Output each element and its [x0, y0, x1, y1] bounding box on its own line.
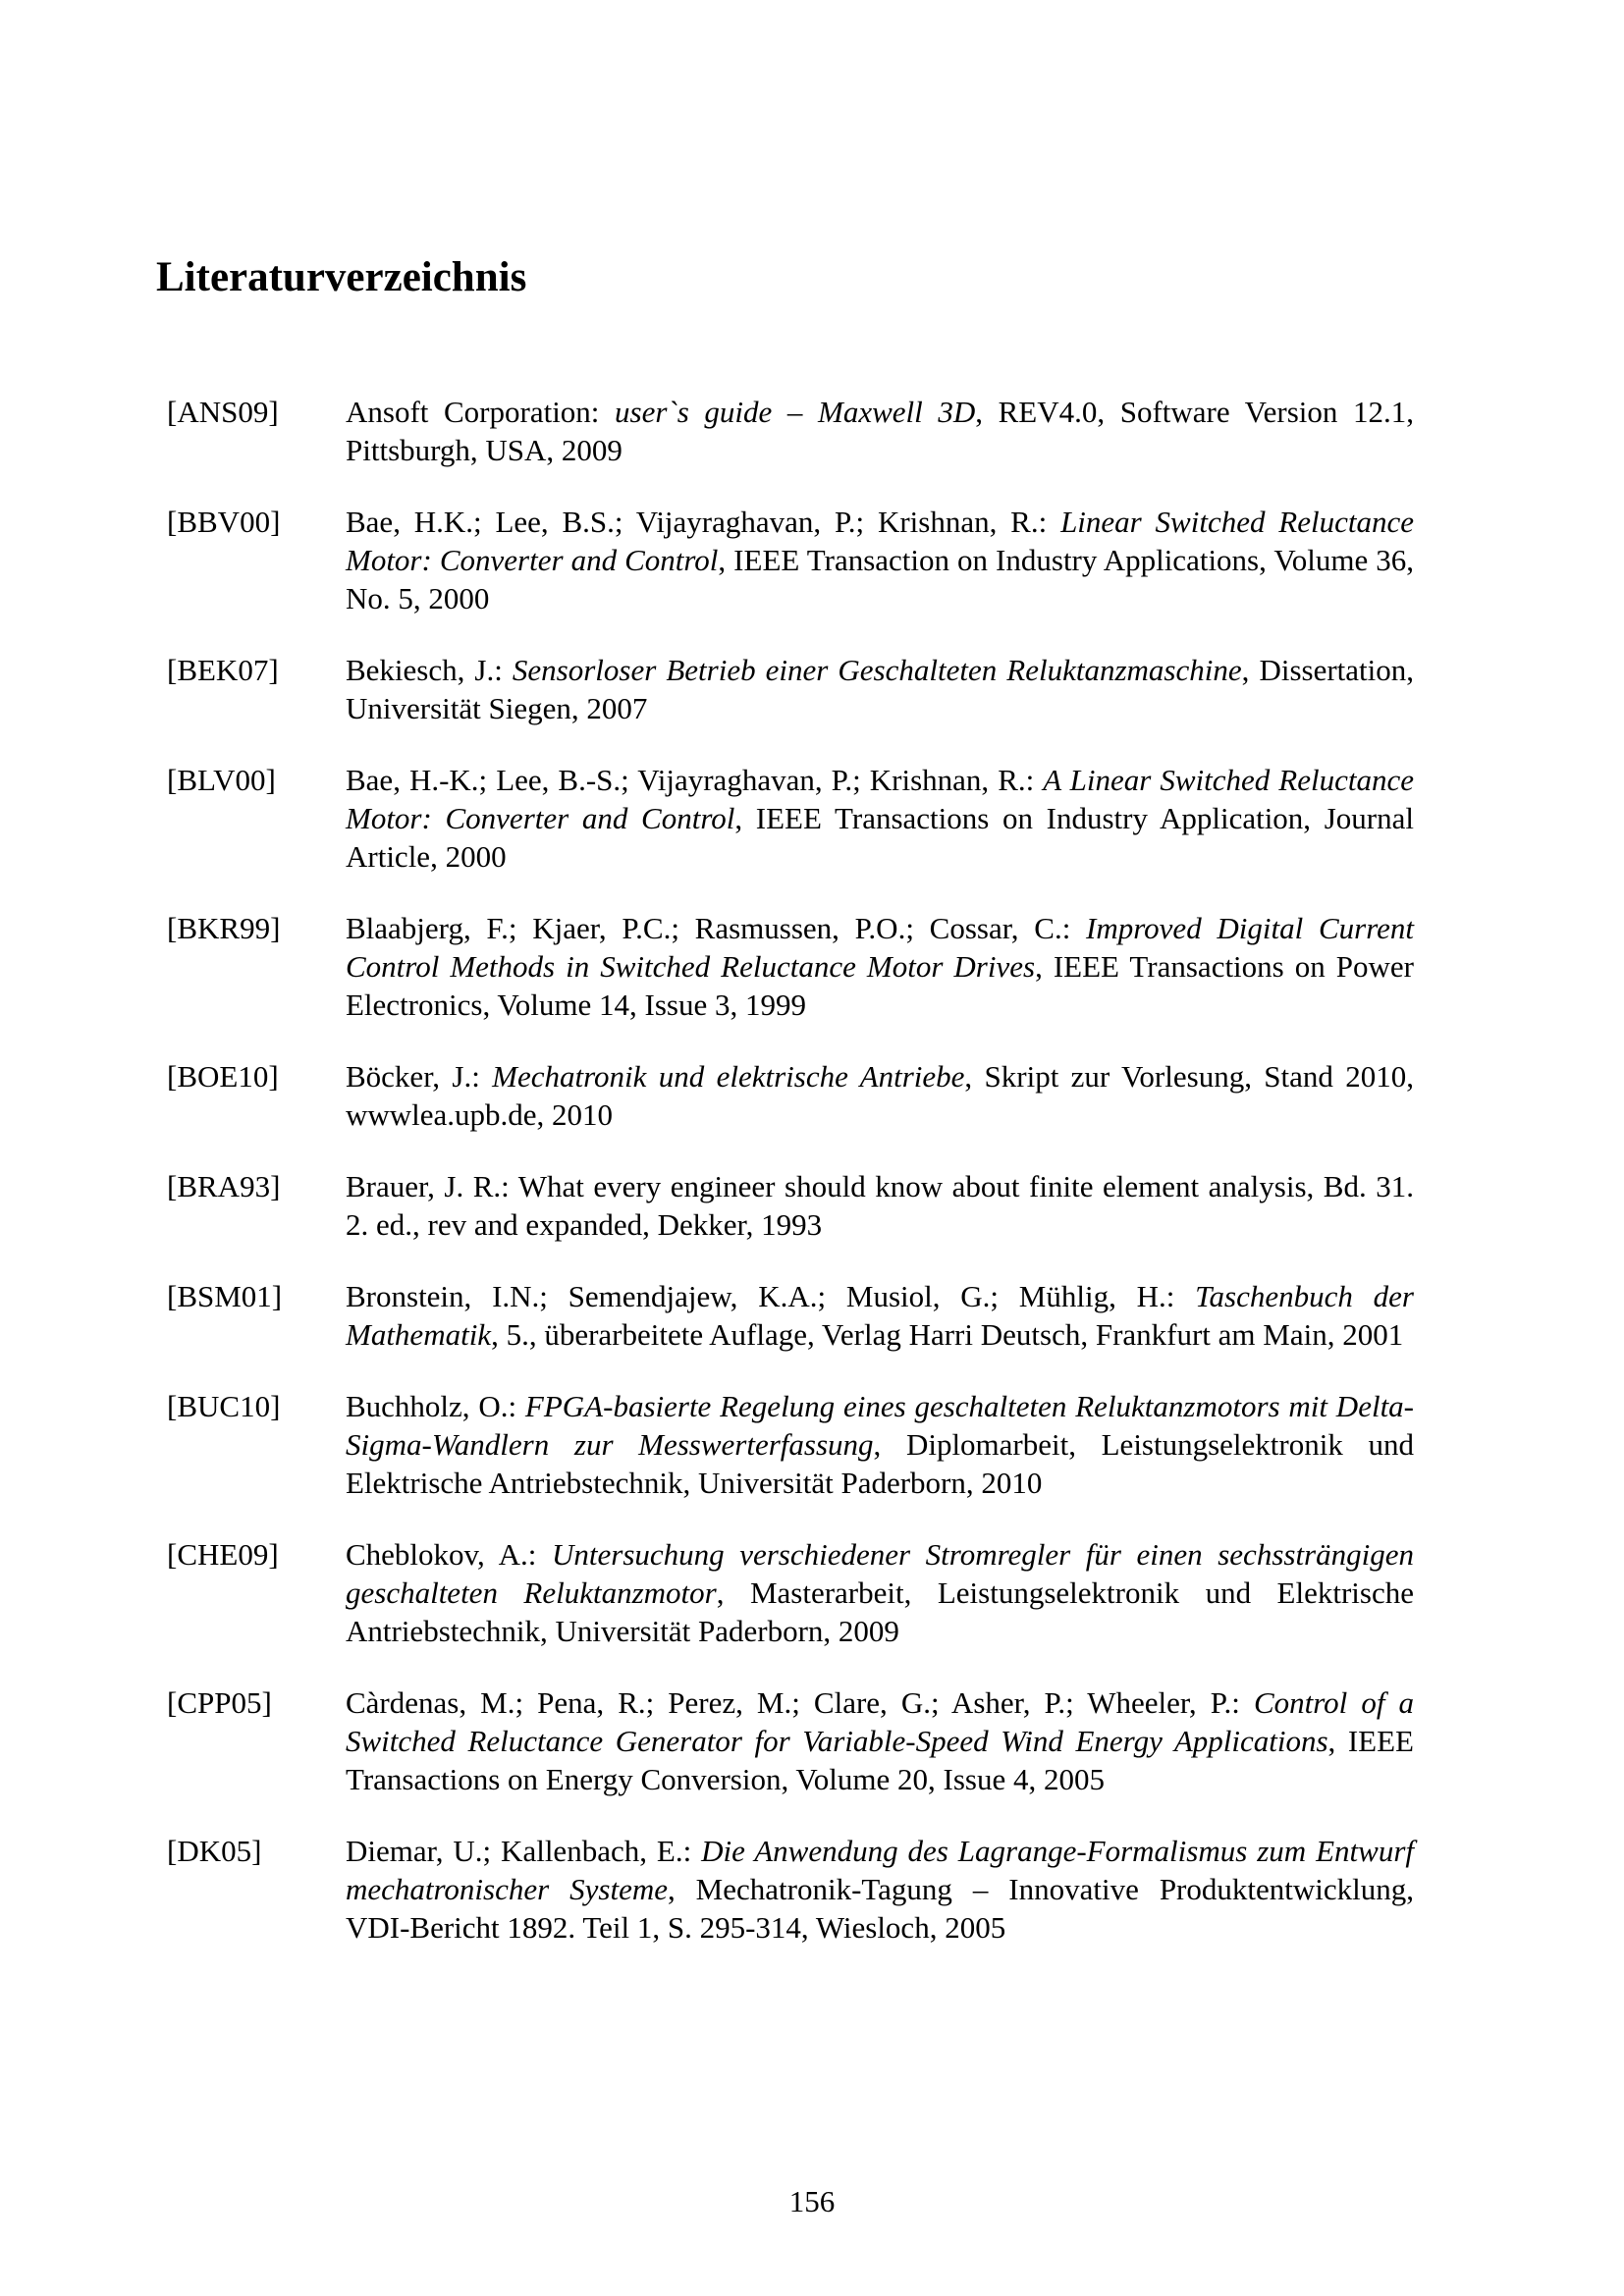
reference-entry: [167, 503, 1414, 617]
reference-segment: , Masterarbeit, Leistungselektronik und Elektrische Antriebstechnik, Universität Paderborn, 2009: [346, 1575, 1414, 1648]
reference-segment: , IEEE Transaction on Industry Applications, Volume 36, No. 5, 2000: [346, 543, 1414, 615]
reference-segment: Brauer, J. R.: What every engineer should know about finite element analysis, Bd. 31. 2. ed., rev and expanded, Dekker, 1993: [346, 1169, 1414, 1242]
reference-title: Improved Digital Current Control Methods in Switched Reluctance Motor Drives: [346, 911, 1415, 984]
reference-segment: , Mechatronik-Tagung – Innovative Produktentwicklung, VDI-Bericht 1892. Teil 1, S. 295-314, Wiesloch, 2005: [346, 1872, 1414, 1945]
reference-segment: , REV4.0, Software Version 12.1, Pittsburgh, USA, 2009: [346, 395, 1414, 467]
reference-key: [BLV00]: [167, 763, 276, 797]
reference-key: [BBV00]: [167, 505, 281, 539]
reference-text: [346, 761, 1414, 876]
reference-title: Taschenbuch der Mathematik: [346, 1279, 1414, 1352]
reference-segment: , Diplomarbeit, Leistungselektronik und Elektrische Antriebstechnik, Universität Paderborn, 2010: [346, 1427, 1414, 1500]
reference-entry: [167, 1683, 1414, 1798]
reference-key: [BRA93]: [167, 1169, 281, 1203]
reference-entry: [167, 1057, 1414, 1134]
page-title: Literaturverzeichnis: [156, 254, 527, 300]
reference-key: [BOE10]: [167, 1059, 279, 1094]
reference-title: A Linear Switched Reluctance Motor: Converter and Control: [346, 763, 1414, 835]
reference-segment: Diemar, U.; Kallenbach, E.:: [346, 1834, 702, 1868]
reference-list: [167, 393, 1414, 1980]
reference-title: user`s guide – Maxwell 3D: [615, 395, 976, 429]
reference-entry: [167, 1277, 1414, 1354]
reference-entry: [167, 761, 1414, 876]
reference-segment: , IEEE Transactions on Industry Application, Journal Article, 2000: [346, 801, 1414, 874]
reference-text: [346, 909, 1414, 1024]
reference-title: FPGA-basierte Regelung eines geschalteten Reluktanzmotors mit Delta-Sigma-Wandlern zur Messwerterfassung: [346, 1389, 1414, 1462]
reference-text: [346, 503, 1414, 617]
reference-text: [346, 1277, 1414, 1354]
reference-segment: Böcker, J.:: [346, 1059, 493, 1094]
reference-title: Die Anwendung des Lagrange-Formalismus zum Entwurf mechatronischer Systeme: [346, 1834, 1414, 1906]
reference-entry: [167, 1387, 1414, 1502]
reference-key: [CHE09]: [167, 1537, 279, 1572]
reference-entry: [167, 909, 1414, 1024]
reference-segment: , Skript zur Vorlesung, Stand 2010, wwwlea.upb.de, 2010: [346, 1059, 1415, 1132]
reference-entry: [167, 1832, 1414, 1947]
reference-text: [346, 393, 1414, 469]
reference-segment: Bekiesch, J.:: [346, 653, 513, 687]
reference-segment: Ansoft Corporation:: [346, 395, 616, 429]
reference-segment: Bae, H.K.; Lee, B.S.; Vijayraghavan, P.; Krishnan, R.:: [346, 505, 1061, 539]
reference-entry: [167, 1535, 1414, 1650]
reference-title: Mechatronik und elektrische Antriebe: [492, 1059, 965, 1094]
reference-key: [BUC10]: [167, 1389, 281, 1423]
reference-segment: Bronstein, I.N.; Semendjajew, K.A.; Musiol, G.; Mühlig, H.:: [346, 1279, 1196, 1313]
reference-title: Linear Switched Reluctance Motor: Converter and Control: [346, 505, 1415, 577]
reference-title: Sensorloser Betrieb einer Geschalteten Reluktanzmaschine: [512, 653, 1242, 687]
reference-key: [BKR99]: [167, 911, 281, 945]
reference-segment: , Dissertation, Universität Siegen, 2007: [346, 653, 1415, 725]
reference-text: [346, 1535, 1414, 1650]
reference-segment: , IEEE Transactions on Energy Conversion, Volume 20, Issue 4, 2005: [346, 1724, 1414, 1796]
reference-entry: [167, 651, 1414, 727]
reference-key: [DK05]: [167, 1834, 262, 1868]
reference-title: Control of a Switched Reluctance Generator for Variable-Speed Wind Energy Applications: [346, 1685, 1414, 1758]
reference-text: [346, 1387, 1414, 1502]
page-number: 156: [788, 2184, 836, 2218]
reference-segment: Bae, H.-K.; Lee, B.-S.; Vijayraghavan, P.; Krishnan, R.:: [346, 763, 1044, 797]
reference-text: [346, 651, 1414, 727]
reference-segment: Càrdenas, M.; Pena, R.; Perez, M.; Clare, G.; Asher, P.; Wheeler, P.:: [346, 1685, 1254, 1720]
reference-key: [BSM01]: [167, 1279, 283, 1313]
reference-segment: Blaabjerg, F.; Kjaer, P.C.; Rasmussen, P.O.; Cossar, C.:: [346, 911, 1087, 945]
reference-title: Untersuchung verschiedener Stromregler für einen sechssträngigen geschalteten Reluktanzmotor: [346, 1537, 1414, 1610]
reference-segment: , IEEE Transactions on Power Electronics, Volume 14, Issue 3, 1999: [346, 949, 1414, 1022]
reference-text: [346, 1683, 1414, 1798]
reference-entry: [167, 393, 1414, 469]
reference-text: [346, 1057, 1414, 1134]
reference-segment: Cheblokov, A.:: [346, 1537, 552, 1572]
reference-text: [346, 1832, 1414, 1947]
reference-key: [ANS09]: [167, 395, 279, 429]
reference-segment: , 5., überarbeitete Auflage, Verlag Harri Deutsch, Frankfurt am Main, 2001: [491, 1317, 1404, 1352]
reference-key: [CPP05]: [167, 1685, 272, 1720]
reference-entry: [167, 1167, 1414, 1244]
reference-segment: Buchholz, O.:: [346, 1389, 525, 1423]
reference-key: [BEK07]: [167, 653, 279, 687]
reference-text: [346, 1167, 1414, 1244]
